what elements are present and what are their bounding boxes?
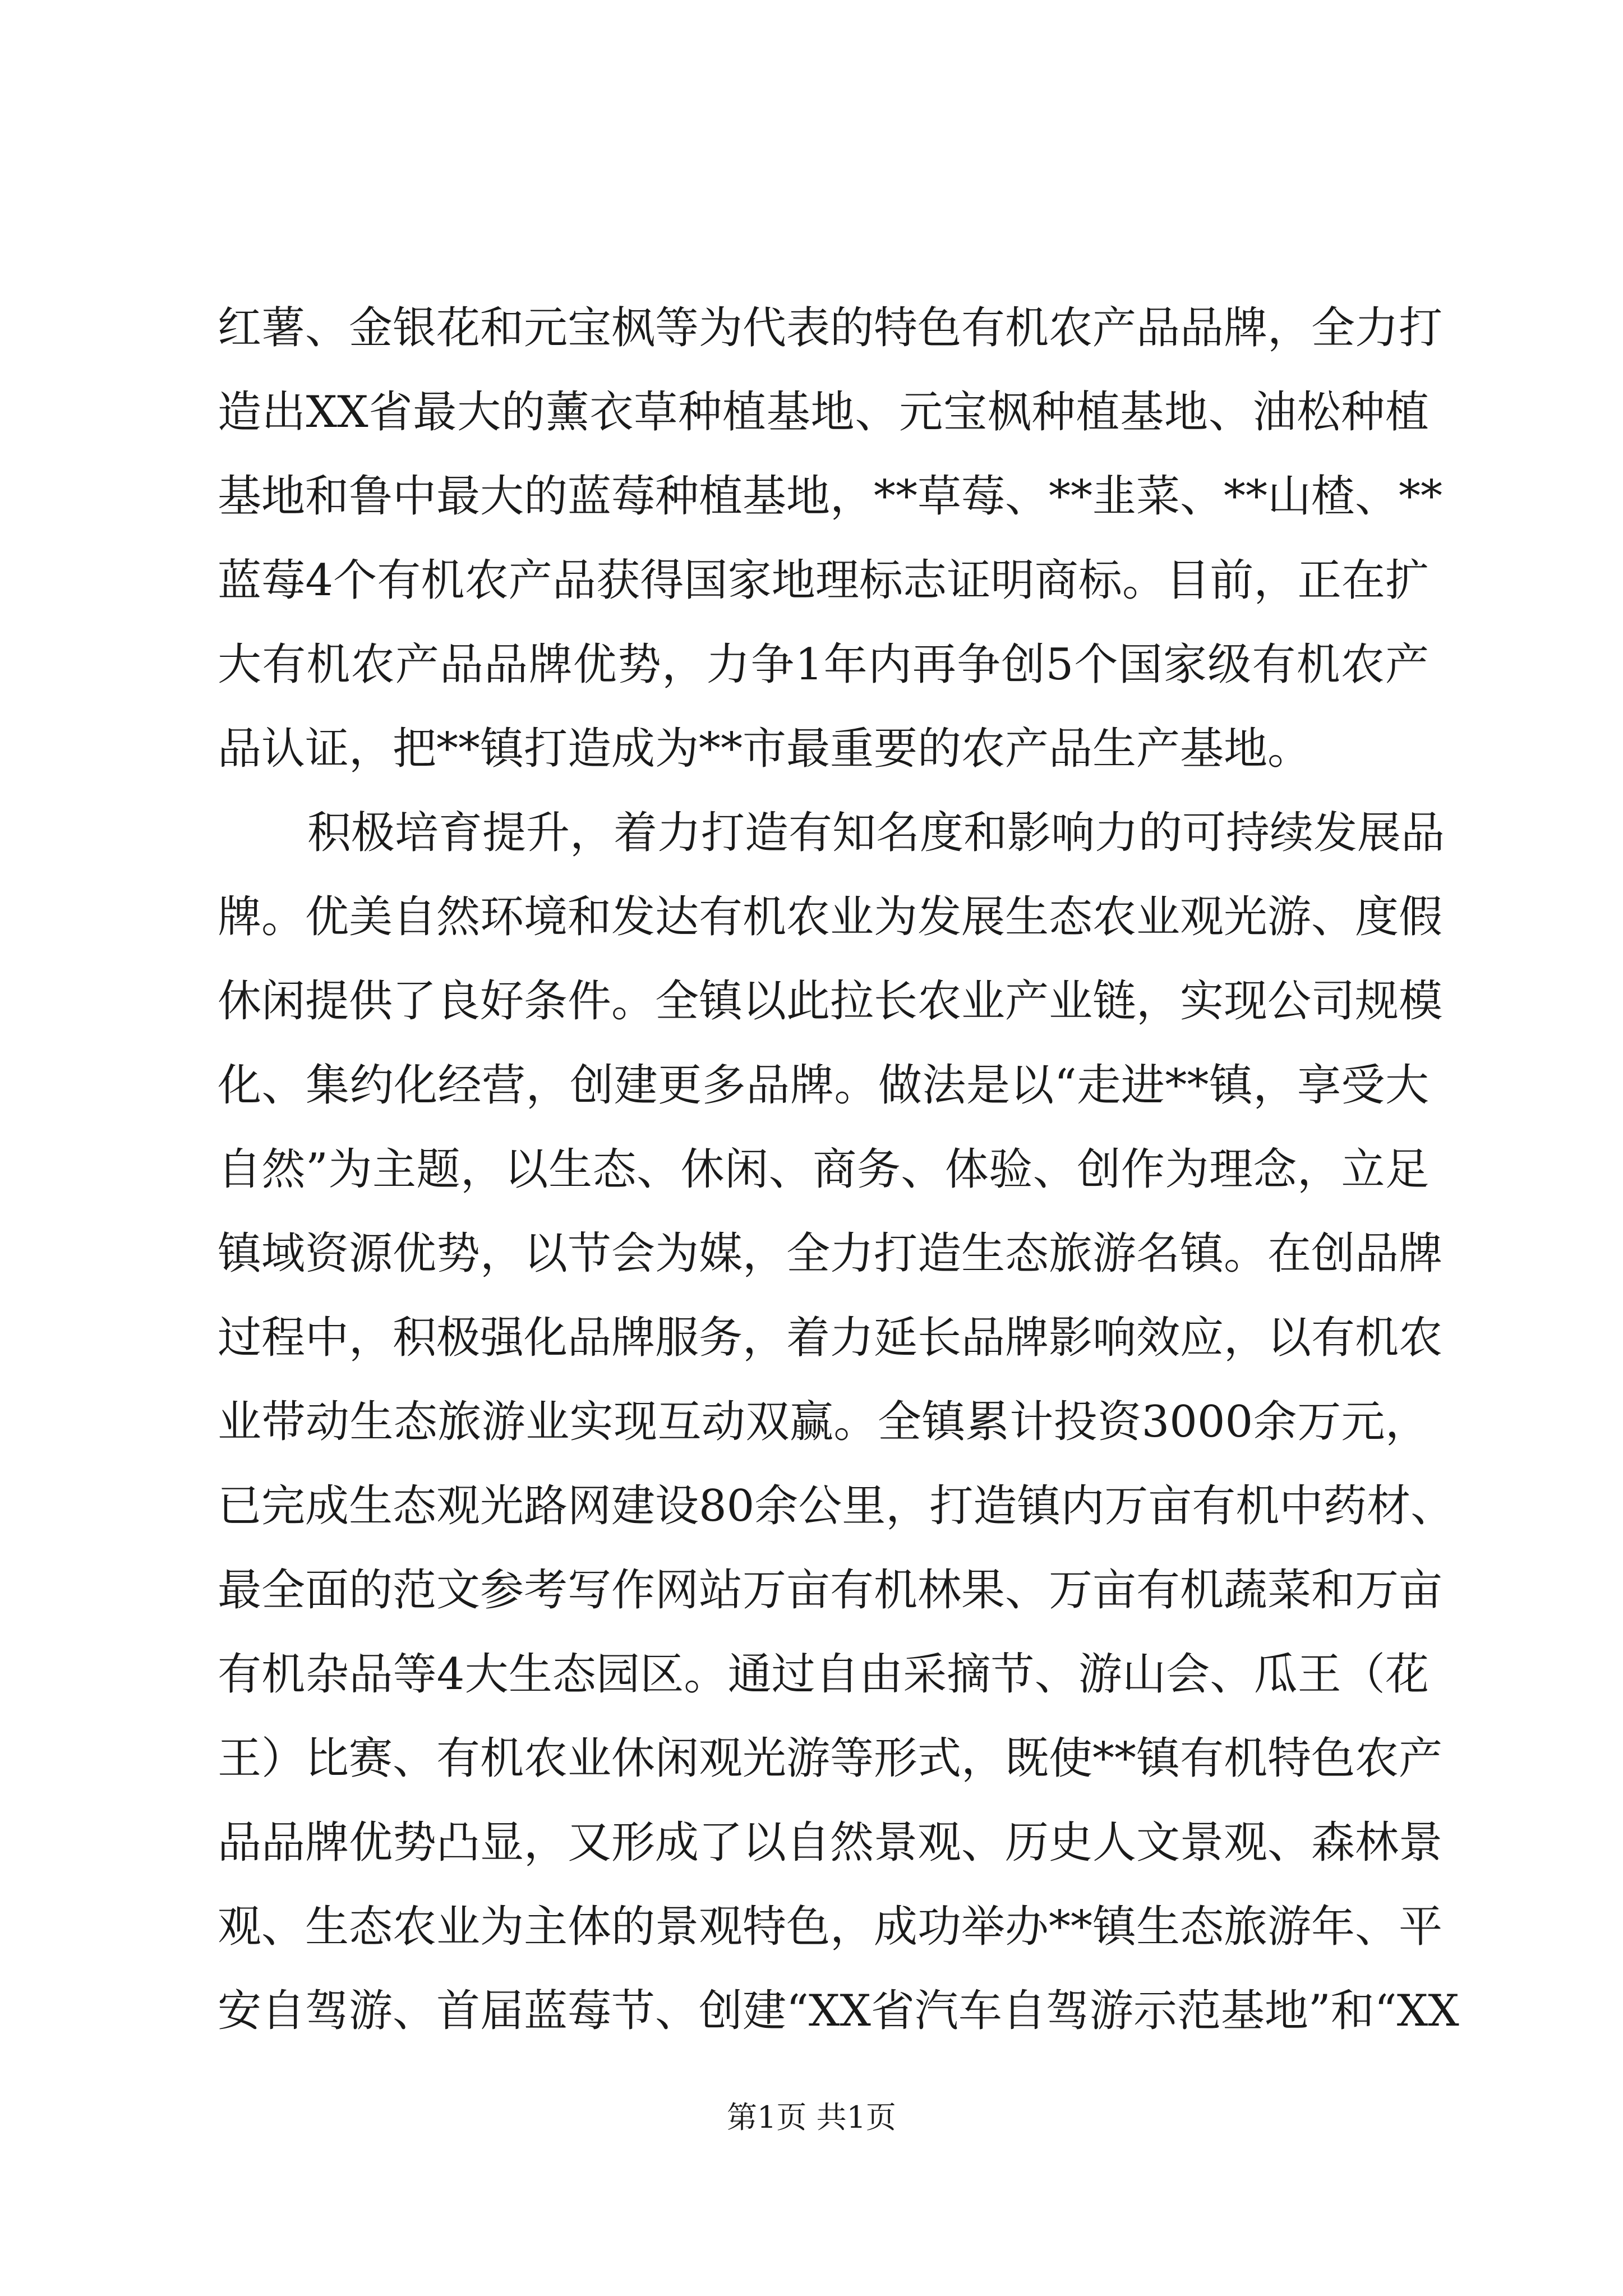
text-line: 镇域资源优势，以节会为媒，全力打造生态旅游名镇。在创品牌 <box>218 1228 1443 1279</box>
text-line: 已完成生态观光路网建设80余公里，打造镇内万亩有机中药材、 <box>218 1481 1455 1531</box>
text-line: 最全面的范文参考写作网站万亩有机林果、万亩有机蔬菜和万亩 <box>218 1565 1443 1616</box>
text-line: 化、集约化经营，创建更多品牌。做法是以“走进**镇，享受大 <box>218 1060 1429 1111</box>
text-line: 观、生态农业为主体的景观特色，成功举办**镇生态旅游年、平 <box>218 1902 1443 1952</box>
text-line: 大有机农产品品牌优势，力争1年内再争创5个国家级有机农产 <box>218 639 1429 690</box>
text-line: 安自驾游、首届蓝莓节、创建“XX省汽车自驾游示范基地”和“XX <box>218 1986 1459 2036</box>
text-line: 自然”为主题，以生态、休闲、商务、体验、创作为理念，立足 <box>218 1144 1429 1195</box>
text-line: 休闲提供了良好条件。全镇以此拉长农业产业链，实现公司规模 <box>218 976 1443 1027</box>
text-line: 有机杂品等4大生态园区。通过自由采摘节、游山会、瓜王（花 <box>218 1649 1429 1700</box>
text-line: 造出XX省最大的薰衣草种植基地、元宝枫种植基地、油松种植 <box>218 387 1429 438</box>
paragraph-first-line: 积极培育提升，着力打造有知名度和影响力的可持续发展品 <box>307 808 1445 858</box>
text-line: 品品牌优势凸显，又形成了以自然景观、历史人文景观、森林景 <box>218 1818 1443 1868</box>
text-line: 牌。优美自然环境和发达有机农业为发展生态农业观光游、度假 <box>218 892 1443 942</box>
text-line: 业带动生态旅游业实现互动双赢。全镇累计投资3000余万元， <box>218 1397 1429 1447</box>
page-footer: 第1页 共1页 <box>727 2100 896 2135</box>
text-line: 基地和鲁中最大的蓝莓种植基地，**草莓、**韭菜、**山楂、** <box>218 471 1443 522</box>
text-line: 红薯、金银花和元宝枫等为代表的特色有机农产品品牌，全力打 <box>218 303 1443 353</box>
text-line: 品认证，把**镇打造成为**市最重要的农产品生产基地。 <box>218 724 1312 774</box>
text-line: 蓝莓4个有机农产品获得国家地理标志证明商标。目前，正在扩 <box>218 555 1429 606</box>
text-line: 王）比赛、有机农业休闲观光游等形式，既使**镇有机特色农产 <box>218 1733 1443 1784</box>
text-line: 过程中，积极强化品牌服务，着力延长品牌影响效应，以有机农 <box>218 1313 1443 1363</box>
